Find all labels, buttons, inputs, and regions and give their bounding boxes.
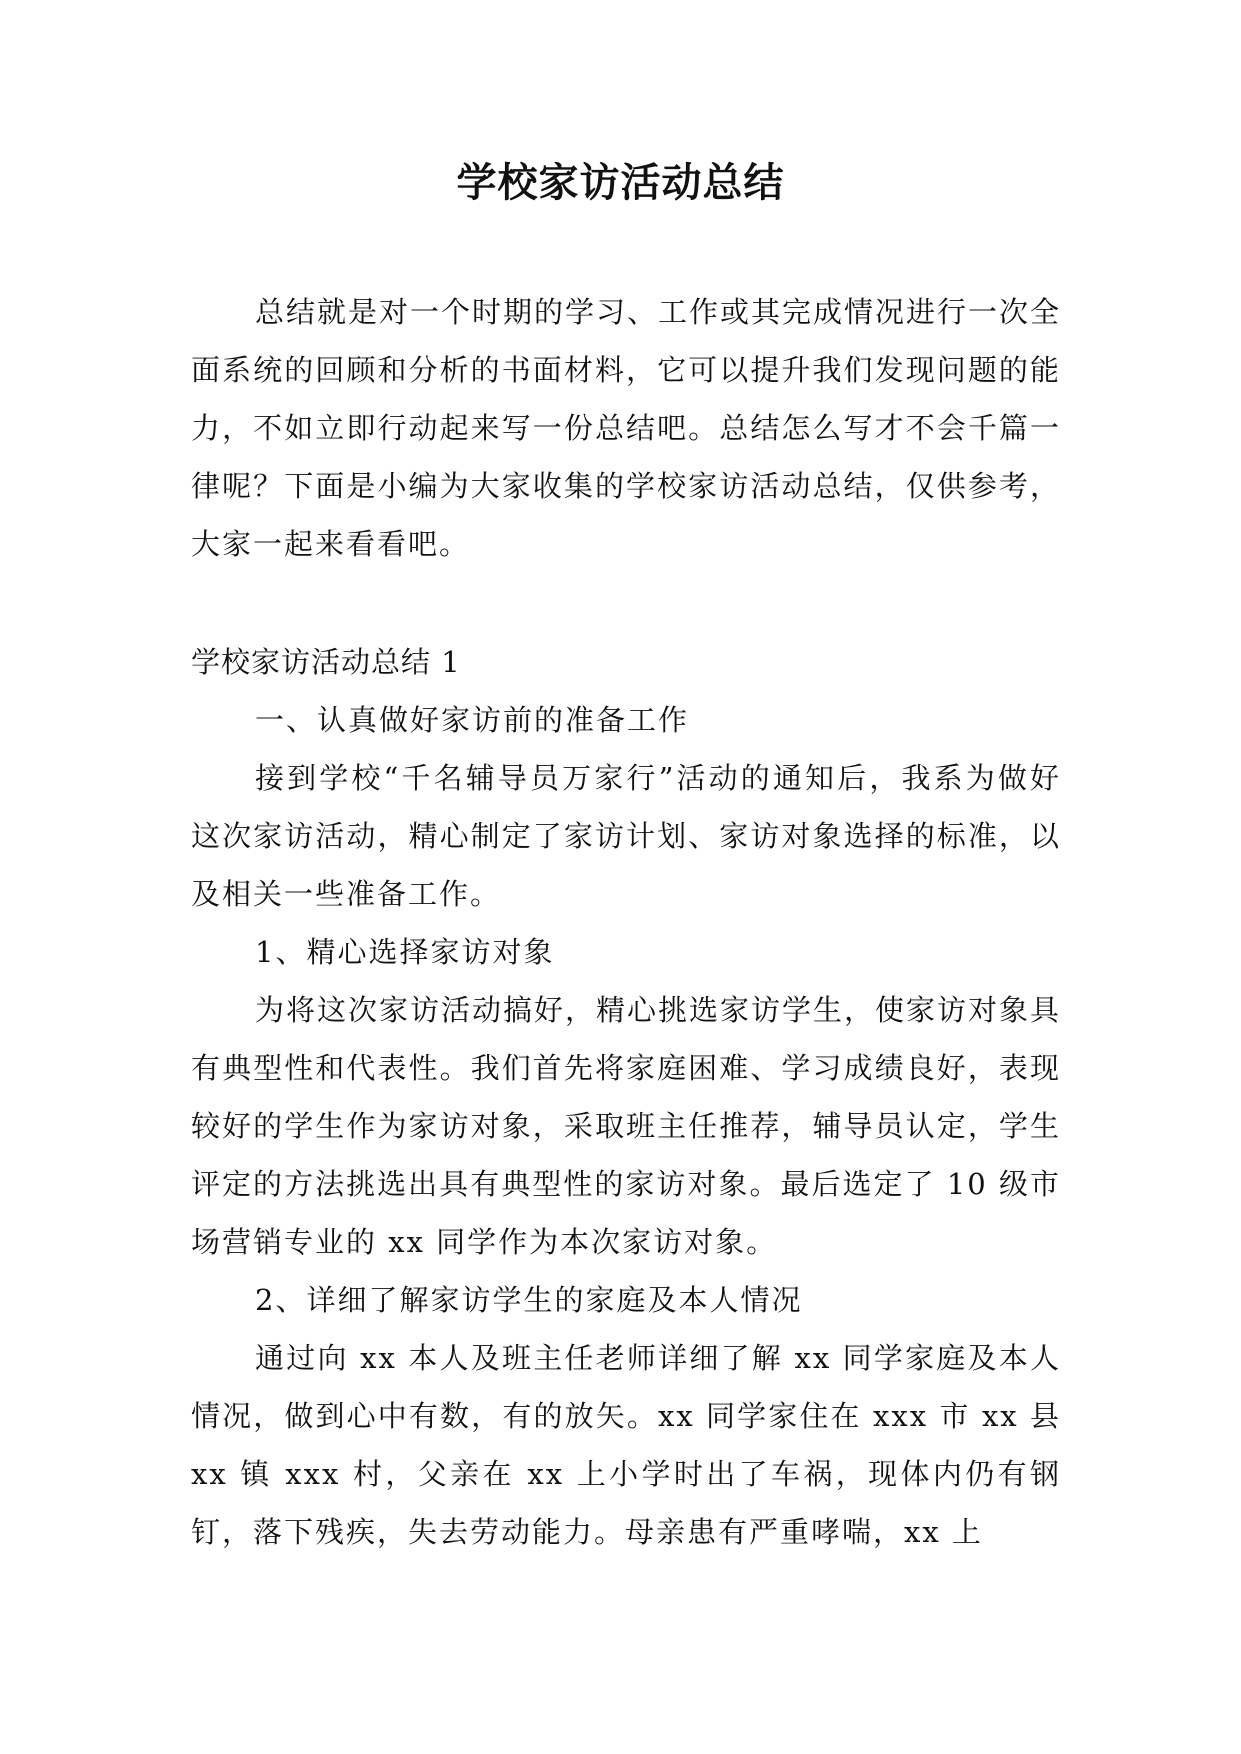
paragraph: 接到学校“千名辅导员万家行”活动的通知后，我系为做好这次家访活动，精心制定了家访计划、家访对象选择的标准，以及相关一些准备工作。 [191,761,1061,911]
document-title: 学校家访活动总结 [456,160,785,206]
section-title: 学校家访活动总结 1 [191,645,461,679]
section-content [191,691,1061,1561]
subheading-family-situation: 2、详细了解家访学生的家庭及本人情况 [255,1283,803,1317]
subheading-select-target: 1、精心选择家访对象 [255,935,555,969]
paragraph: 为将这次家访活动搞好，精心挑选家访学生，使家访对象具有典型性和代表性。我们首先将家庭困难、学习成绩良好，表现较好的学生作为家访对象，采取班主任推荐，辅导员认定，学生评定的方法挑选出具有典型性的家访对象。最后选定了 10 级市场营销专业的 xx 同学作为本次家访对象。 [191,993,1062,1259]
intro-paragraph: 总结就是对一个时期的学习、工作或其完成情况进行一次全面系统的回顾和分析的书面材料，它可以提升我们发现问题的能力，不如立即行动起来写一份总结吧。总结怎么写才不会千篇一律呢？下面是小编为大家收集的学校家访活动总结，仅供参考，大家一起来看看吧。 [191,295,1062,561]
heading-preparation: 一、认真做好家访前的准备工作 [255,703,690,737]
paragraph: 通过向 xx 本人及班主任老师详细了解 xx 同学家庭及本人情况，做到心中有数，有的放矢。xx 同学家住在 xxx 市 xx 县 xx 镇 xxx 村，父亲在 xx 上小学时出了车祸，现体内仍有钢钉，落下残疾，失去劳动能力。母亲患有严重哮喘，xx 上 [191,1341,1061,1549]
